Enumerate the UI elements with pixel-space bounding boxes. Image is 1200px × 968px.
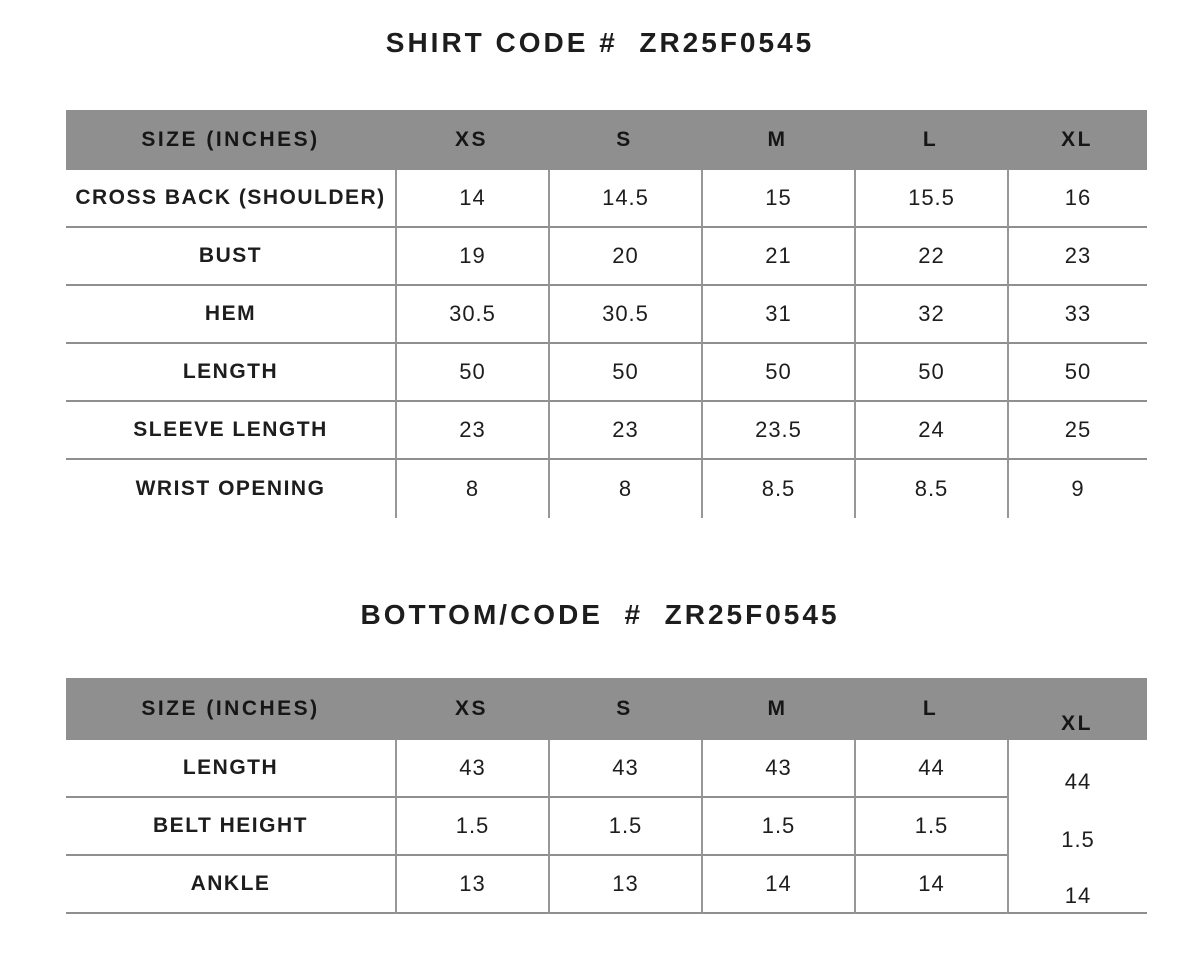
size-header-cell: M xyxy=(701,678,854,740)
size-header-cell: L xyxy=(854,678,1007,740)
measurement-label-cell: SLEEVE LENGTH xyxy=(66,402,395,460)
measurement-value-cell: 50 xyxy=(395,344,548,402)
measurement-value-cell: 43 xyxy=(701,740,854,798)
measurement-value-cell: 14 xyxy=(1007,856,1147,914)
measurement-value-cell: 1.5 xyxy=(701,798,854,856)
measurement-value-cell: 8 xyxy=(548,460,701,518)
size-header-cell: L xyxy=(854,110,1007,170)
measurement-label-cell: LENGTH xyxy=(66,344,395,402)
measurement-value-cell: 1.5 xyxy=(1007,798,1147,856)
shirt-table-title: SHIRT CODE # ZR25F0545 xyxy=(385,27,815,58)
measurement-label-cell: BELT HEIGHT xyxy=(66,798,395,856)
measurement-value-cell: 30.5 xyxy=(548,286,701,344)
measurement-value-cell: 1.5 xyxy=(395,798,548,856)
measurement-value-cell: 15 xyxy=(701,170,854,228)
measurement-label-cell: HEM xyxy=(66,286,395,344)
measurement-value-cell: 23 xyxy=(395,402,548,460)
measurement-value-cell: 23.5 xyxy=(701,402,854,460)
measurement-value-cell: 50 xyxy=(548,344,701,402)
size-header-cell: XL xyxy=(1007,678,1147,740)
measurement-label-cell: LENGTH xyxy=(66,740,395,798)
measurement-value-cell: 19 xyxy=(395,228,548,286)
measurement-value-cell: 33 xyxy=(1007,286,1147,344)
measurement-value-cell: 14 xyxy=(854,856,1007,914)
size-header-cell: S xyxy=(548,110,701,170)
measurement-value-cell: 44 xyxy=(1007,740,1147,798)
measurement-value-cell: 23 xyxy=(1007,228,1147,286)
measurement-value-cell: 21 xyxy=(701,228,854,286)
measurement-value-cell: 43 xyxy=(395,740,548,798)
shirt-size-table xyxy=(66,110,1147,518)
measurement-value-cell: 32 xyxy=(854,286,1007,344)
measurement-value-cell: 9 xyxy=(1007,460,1147,518)
measurement-value-cell: 44 xyxy=(854,740,1007,798)
measurement-value-cell: 14 xyxy=(395,170,548,228)
measurement-value-cell: 15.5 xyxy=(854,170,1007,228)
measurement-value-cell: 23 xyxy=(548,402,701,460)
size-header-cell: M xyxy=(701,110,854,170)
size-unit-header-cell: SIZE (INCHES) xyxy=(66,110,395,170)
measurement-value-cell: 50 xyxy=(854,344,1007,402)
measurement-value-cell: 1.5 xyxy=(854,798,1007,856)
measurement-value-cell: 50 xyxy=(1007,344,1147,402)
measurement-value-cell: 14.5 xyxy=(548,170,701,228)
measurement-value-cell: 14 xyxy=(701,856,854,914)
bottom-table-title: BOTTOM/CODE # ZR25F0545 xyxy=(360,599,840,630)
measurement-value-cell: 16 xyxy=(1007,170,1147,228)
measurement-label-cell: ANKLE xyxy=(66,856,395,914)
measurement-value-cell: 13 xyxy=(548,856,701,914)
measurement-value-cell: 1.5 xyxy=(548,798,701,856)
size-header-cell: XL xyxy=(1007,110,1147,170)
bottom-size-table xyxy=(66,678,1147,914)
size-header-cell: XS xyxy=(395,110,548,170)
measurement-label-cell: CROSS BACK (SHOULDER) xyxy=(66,170,395,228)
measurement-value-cell: 24 xyxy=(854,402,1007,460)
measurement-value-cell: 8 xyxy=(395,460,548,518)
size-header-cell: XS xyxy=(395,678,548,740)
measurement-value-cell: 43 xyxy=(548,740,701,798)
measurement-label-cell: WRIST OPENING xyxy=(135,477,326,500)
measurement-label-cell: BUST xyxy=(66,228,395,286)
measurement-value-cell: 30.5 xyxy=(395,286,548,344)
measurement-value-cell: 13 xyxy=(395,856,548,914)
measurement-value-cell: 20 xyxy=(548,228,701,286)
measurement-value-cell: 22 xyxy=(854,228,1007,286)
measurement-value-cell: 8.5 xyxy=(701,460,854,518)
measurement-value-cell: 31 xyxy=(701,286,854,344)
size-header-cell: S xyxy=(548,678,701,740)
measurement-value-cell: 8.5 xyxy=(854,460,1007,518)
measurement-value-cell: 25 xyxy=(1007,402,1147,460)
measurement-value-cell: 50 xyxy=(701,344,854,402)
size-unit-header-cell: SIZE (INCHES) xyxy=(66,678,395,740)
